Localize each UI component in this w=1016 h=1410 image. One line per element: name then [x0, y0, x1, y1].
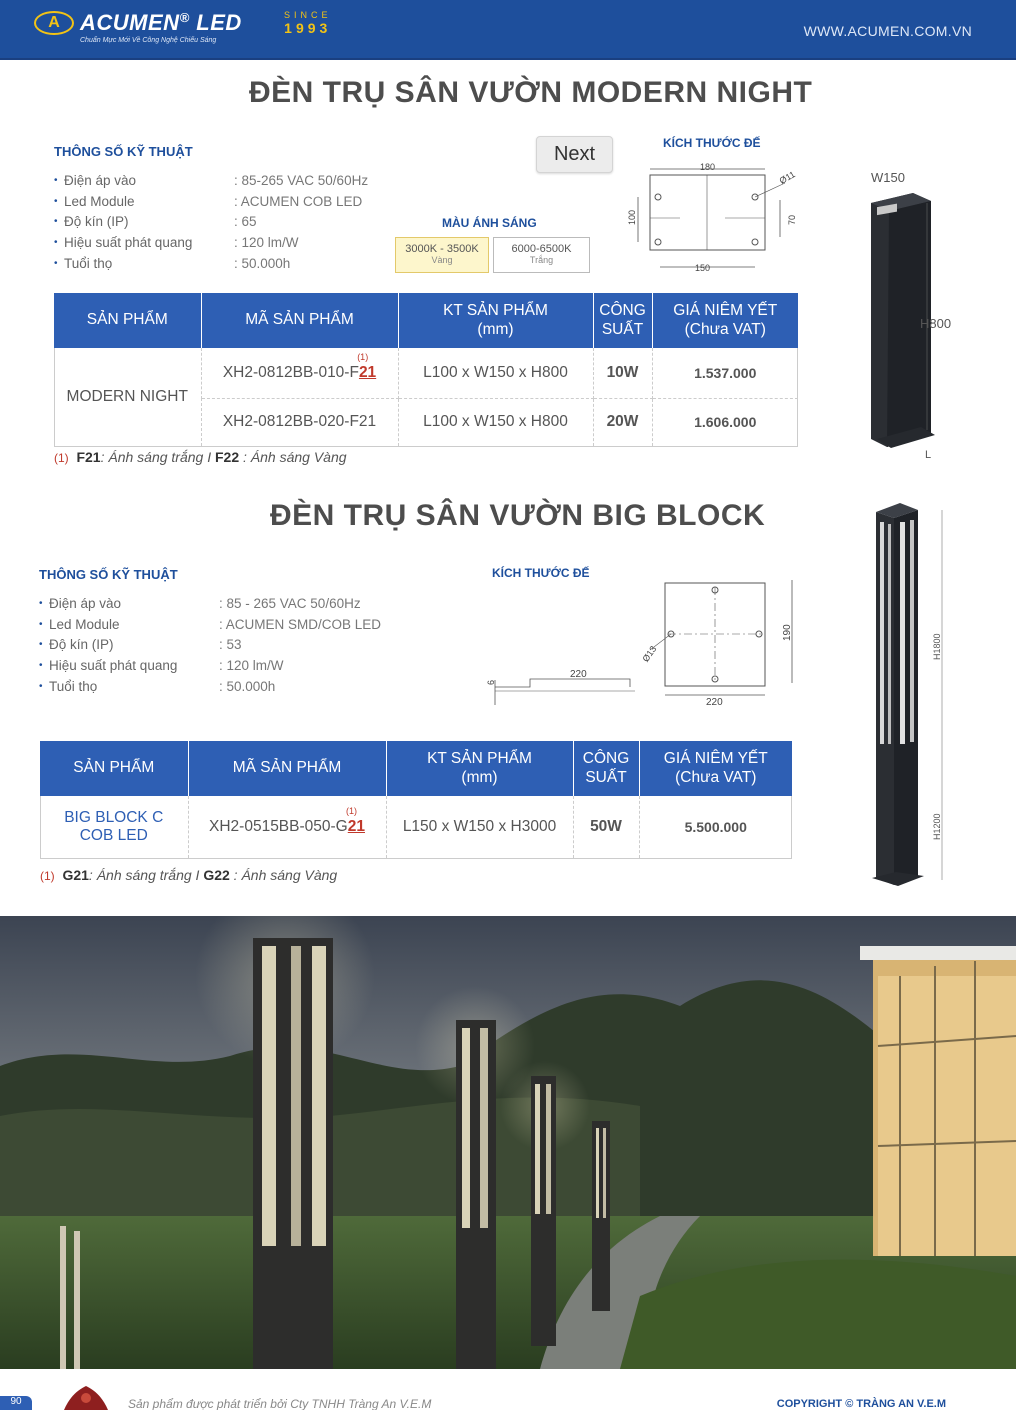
- big-block-product-image: [860, 500, 960, 895]
- col-header-code: MÃ SẢN PHẨM: [188, 741, 386, 796]
- acumen-logo[interactable]: [34, 10, 242, 44]
- product-size-cell: L100 x W150 x H800: [398, 398, 593, 446]
- next-button[interactable]: Next: [536, 136, 613, 173]
- base-dim-left: 100: [627, 209, 637, 225]
- garden-lights-photo: [0, 916, 1016, 1369]
- base-side-height: 6: [486, 679, 496, 685]
- big-block-footnote: (1) G21: Ánh sáng trắng I G22 : Ánh sáng Vàng: [40, 867, 338, 883]
- base-top-height: 190: [782, 624, 793, 641]
- trang-an-logo-icon: [62, 1384, 110, 1410]
- logo-wordmark: ACUMEN® LED: [80, 10, 242, 35]
- spec-row: • Điện áp vào : 85 - 265 VAC 50/60Hz: [39, 595, 361, 611]
- since-label: SINCE: [284, 10, 332, 20]
- modern-night-base-heading: KÍCH THƯỚC ĐẾ: [663, 136, 761, 150]
- acumen-logo-icon: A: [34, 11, 74, 35]
- modern-night-table-border: [54, 348, 798, 447]
- modern-night-spec-heading: THÔNG SỐ KỸ THUẬT: [54, 144, 193, 159]
- spec-row: • Hiệu suất phát quang : 120 lm/W: [54, 234, 299, 250]
- color-swatch-warm: 3000K - 3500K Vàng: [395, 237, 489, 273]
- base-dim-top: 180: [700, 162, 716, 172]
- base-dim-bottom: 150: [695, 263, 711, 273]
- col-header-size: KT SẢN PHẨM (mm): [386, 741, 573, 796]
- col-header-price: GIÁ NIÊM YẾT (Chưa VAT): [639, 741, 792, 796]
- col-header-code: MÃ SẢN PHẨM: [201, 293, 398, 348]
- col-header-product: SẢN PHẨM: [40, 741, 188, 796]
- modern-night-footnote: (1) F21: Ánh sáng trắng I F22 : Ánh sáng Vàng: [54, 449, 347, 465]
- product-power-cell: 10W: [593, 348, 652, 398]
- modern-night-title: ĐÈN TRỤ SÂN VƯỜN MODERN NIGHT: [249, 76, 813, 109]
- spec-row: • Led Module : ACUMEN SMD/COB LED: [39, 616, 382, 632]
- spec-row: • Tuổi thọ : 50.000h: [54, 255, 291, 271]
- website-link[interactable]: WWW.ACUMEN.COM.VN: [803, 23, 972, 39]
- big-block-base-diagram: [480, 575, 810, 710]
- product-code-cell: XH2-0515BB-050-G21 (1): [188, 796, 386, 858]
- base-hole: Ø13: [640, 644, 659, 664]
- page-number: 90: [0, 1396, 32, 1410]
- product-code-cell: XH2-0812BB-010-F21 (1): [201, 348, 398, 398]
- profile-lower-label: H1200: [932, 813, 942, 840]
- spec-row: • Hiệu suất phát quang : 120 lm/W: [39, 657, 284, 673]
- spec-row: • Điện áp vào : 85-265 VAC 50/60Hz: [54, 172, 369, 188]
- profile-length-label: L: [925, 449, 932, 461]
- col-header-power: CÔNG SUẤT: [593, 293, 652, 348]
- col-header-size: KT SẢN PHẨM (mm): [398, 293, 593, 348]
- product-power-cell: 20W: [593, 398, 652, 446]
- base-top-width: 220: [706, 697, 723, 708]
- product-price-cell: 1.537.000: [652, 348, 798, 398]
- copyright-text: COPYRIGHT © TRÀNG AN V.E.M: [776, 1398, 946, 1410]
- modern-night-spec-list: [54, 170, 368, 273]
- big-block-table-border: [40, 796, 792, 859]
- base-side-width: 220: [570, 669, 587, 680]
- since-badge: [284, 10, 332, 36]
- modern-night-product-image: [855, 165, 965, 465]
- logo-tagline: Chuẩn Mực Mới Về Công Nghệ Chiếu Sáng: [80, 37, 217, 44]
- product-size-cell: L100 x W150 x H800: [398, 348, 593, 398]
- col-header-price: GIÁ NIÊM YẾT (Chưa VAT): [652, 293, 798, 348]
- since-year: 1993: [284, 20, 332, 36]
- product-code-cell: XH2-0812BB-020-F21: [201, 398, 398, 446]
- profile-width-label: W150: [871, 170, 905, 185]
- spec-row: • Độ kín (IP) : 53: [39, 637, 242, 653]
- page-footer: [0, 1370, 1016, 1410]
- base-dim-hole: Ø11: [777, 169, 797, 186]
- product-price-cell: 5.500.000: [684, 819, 747, 835]
- col-header-power: CÔNG SUẤT: [573, 741, 639, 796]
- big-block-spec-heading: THÔNG SỐ KỸ THUẬT: [39, 567, 178, 582]
- product-size-cell: L150 x W150 x H3000: [386, 796, 573, 858]
- col-header-product: SẢN PHẨM: [54, 293, 201, 348]
- big-block-spec-list: [39, 593, 381, 696]
- big-block-base-heading: KÍCH THƯỚC ĐẾ: [492, 566, 590, 580]
- developer-credit: Sản phẩm được phát triển bởi Cty TNHH Tràng An V.E.M: [128, 1397, 432, 1410]
- base-dim-right: 70: [787, 214, 797, 225]
- spec-row: • Led Module : ACUMEN COB LED: [54, 193, 363, 209]
- spec-row: • Tuổi thọ : 50.000h: [39, 678, 276, 694]
- color-swatch-white: 6000-6500K Trắng: [493, 237, 590, 273]
- profile-height-label: H800: [920, 316, 952, 331]
- light-color-heading: MÀU ÁNH SÁNG: [442, 216, 537, 230]
- product-price-cell: 1.606.000: [694, 414, 757, 430]
- profile-upper-label: H1800: [932, 633, 942, 660]
- product-name-cell: BIG BLOCK C COB LED: [40, 796, 188, 858]
- modern-night-base-diagram: [620, 155, 810, 275]
- big-block-title: ĐÈN TRỤ SÂN VƯỜN BIG BLOCK: [270, 499, 766, 532]
- product-name-cell: MODERN NIGHT: [54, 348, 201, 446]
- page-header: [0, 0, 1016, 60]
- product-power-cell: 50W: [573, 796, 639, 858]
- spec-row: • Độ kín (IP) : 65: [54, 214, 257, 230]
